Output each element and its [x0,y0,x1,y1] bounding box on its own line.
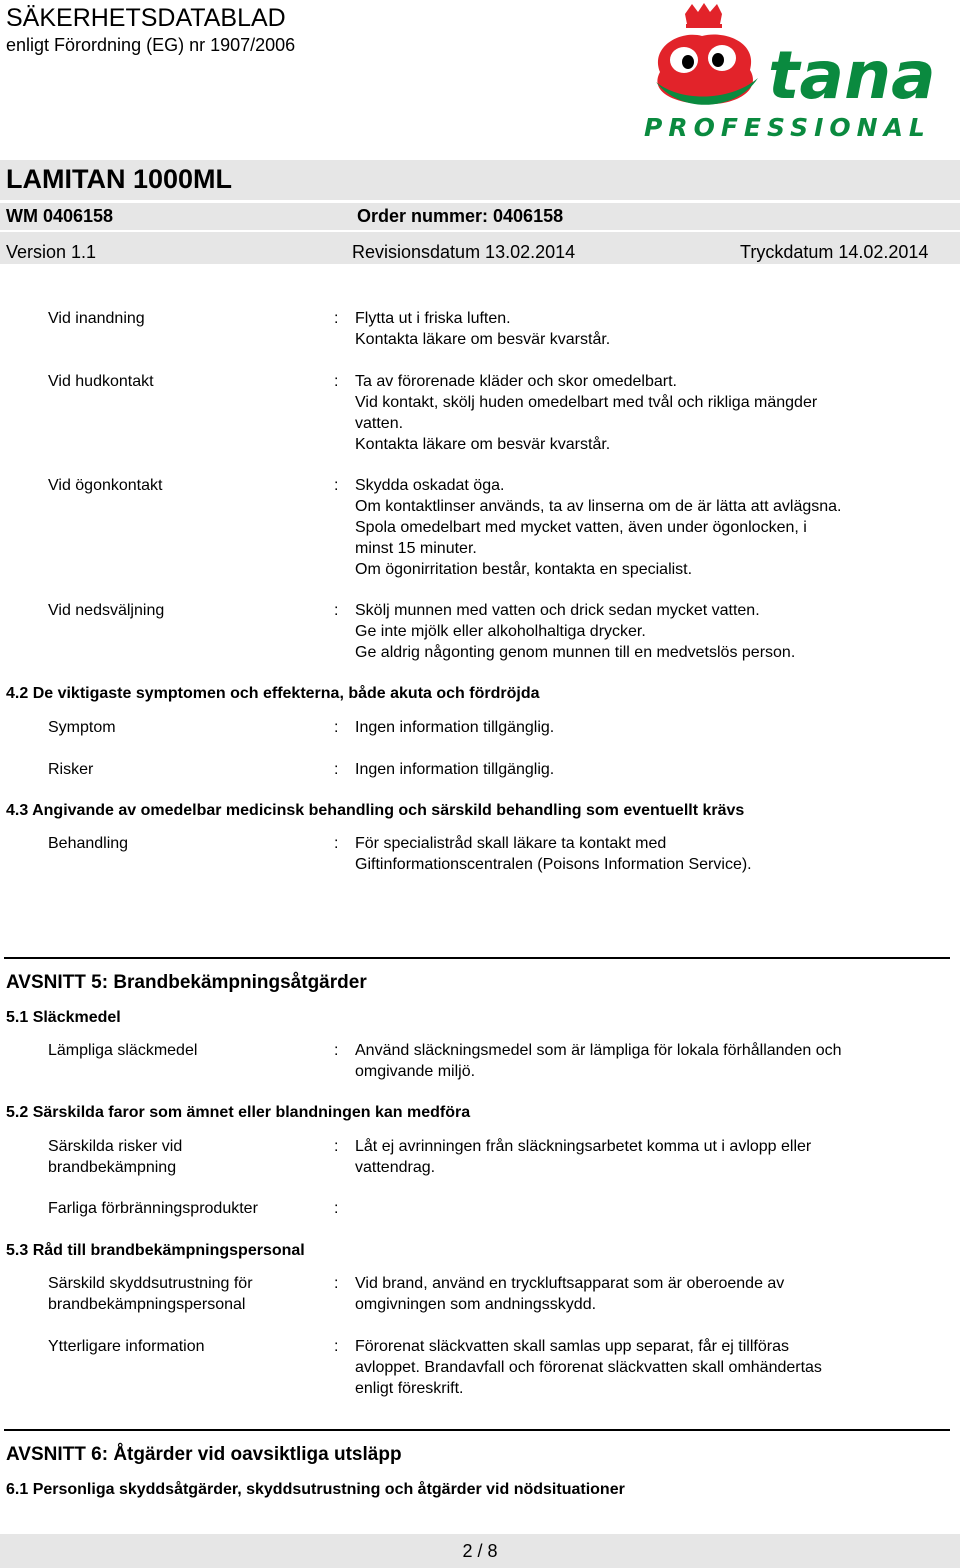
value-line: Låt ej avrinningen från släckningsarbetet komma ut i avlopp eller [355,1138,812,1155]
combustion-products-label: Farliga förbränningsprodukter [48,1200,258,1217]
value-line: minst 15 minuter. [355,540,477,557]
document-subtitle: enligt Förordning (EG) nr 1907/2006 [6,35,296,55]
row-value [355,371,945,455]
row-colon: : [334,1138,339,1155]
row-label: Vid ögonkontakt [48,477,163,494]
additional-info-label: Ytterligare information [48,1338,205,1355]
row-colon: : [334,602,339,619]
product-name: LAMITAN 1000ML [6,164,233,194]
section-divider [4,1429,950,1431]
subsection-heading-5-1: 5.1 Släckmedel [6,1009,121,1026]
value-line: omgivande miljö. [355,1063,476,1080]
extinguishing-value [355,1040,945,1082]
subsection-heading-4-3: 4.3 Angivande av omedelbar medicinsk behandling och särskild behandling som eventuellt krävs [6,802,745,819]
row-colon: : [334,1042,339,1059]
label-line: brandbekämpning [48,1159,177,1176]
subsection-heading-6-1: 6.1 Personliga skyddsåtgärder, skyddsutrustning och åtgärder vid nödsituationer [6,1481,625,1498]
value-line: avloppet. Brandavfall och förorenat släckvatten skall omhändertas [355,1359,822,1376]
print-date: Tryckdatum 14.02.2014 [740,242,929,262]
value-line: vatten. [355,415,404,432]
value-line: omgivningen som andningsskydd. [355,1296,597,1313]
value-line: Ge aldrig någonting genom munnen till en medvetslös person. [355,644,796,661]
special-risks-label [48,1136,182,1178]
row-colon: : [334,373,339,390]
subsection-heading-4-2: 4.2 De viktigaste symptomen och effekterna, både akuta och fördröjda [6,685,540,702]
frog-icon [656,34,758,104]
wm-number: WM 0406158 [6,206,114,226]
row-colon: : [334,1200,339,1217]
row-colon: : [334,719,339,736]
value-line: Flytta ut i friska luften. [355,310,511,327]
label-line: brandbekämpningspersonal [48,1296,246,1313]
value-line: Giftinformationscentralen (Poisons Information Service). [355,856,752,873]
crown-icon [685,3,722,28]
value-line: Om ögonirritation består, kontakta en specialist. [355,561,693,578]
logo-wordmark: tana [768,37,936,114]
value-line: enligt föreskrift. [355,1380,464,1397]
symptom-label: Symptom [48,719,116,736]
section-divider [4,957,950,959]
page-number: 2 / 8 [462,1541,498,1561]
label-line: Särskilda risker vid [48,1138,183,1155]
row-colon: : [334,835,339,852]
risks-value: Ingen information tillgänglig. [355,761,555,778]
section-title-5: AVSNITT 5: Brandbekämpningsåtgärder [6,972,367,993]
value-line: Ge inte mjölk eller alkoholhaltiga drycker. [355,623,646,640]
row-label: Vid inandning [48,310,145,327]
subsection-heading-5-3: 5.3 Råd till brandbekämpningspersonal [6,1242,305,1259]
version: Version 1.1 [6,242,97,262]
protective-equipment-label [48,1273,253,1315]
row-value [355,475,945,580]
protective-equipment-value [355,1273,945,1315]
section-title-6: AVSNITT 6: Åtgärder vid oavsiktliga utsläpp [6,1444,402,1465]
value-line: För specialistråd skall läkare ta kontakt med [355,835,667,852]
treatment-value [355,833,945,875]
value-line: Spola omedelbart med mycket vatten, även under ögonlocken, i [355,519,807,536]
value-line: Använd släckningsmedel som är lämpliga för lokala förhållanden och [355,1042,842,1059]
value-line: vattendrag. [355,1159,436,1176]
symptom-value: Ingen information tillgänglig. [355,719,555,736]
row-colon: : [334,761,339,778]
additional-info-value [355,1336,945,1399]
treatment-label: Behandling [48,835,129,852]
tana-professional-logo [640,2,946,142]
row-colon: : [334,310,339,327]
value-line: Om kontaktlinser används, ta av linserna om de är lätta att avlägsna. [355,498,842,515]
label-line: Särskild skyddsutrustning för [48,1275,253,1292]
order-number: Order nummer: 0406158 [357,206,564,226]
row-label: Vid hudkontakt [48,373,154,390]
row-label: Vid nedsväljning [48,602,165,619]
row-colon: : [334,1338,339,1355]
logo-subtext: PROFESSIONAL [644,113,931,142]
document-title: SÄKERHETSDATABLAD [6,4,286,32]
value-line: Kontakta läkare om besvär kvarstår. [355,436,611,453]
row-value [355,308,945,350]
value-line: Förorenat släckvatten skall samlas upp separat, får ej tillföras [355,1338,789,1355]
extinguishing-label: Lämpliga släckmedel [48,1042,198,1059]
subsection-heading-5-2: 5.2 Särskilda faror som ämnet eller blandningen kan medföra [6,1104,471,1121]
revision-date: Revisionsdatum 13.02.2014 [352,242,576,262]
value-line: Vid kontakt, skölj huden omedelbart med tvål och rikliga mängder [355,394,818,411]
value-line: Vid brand, använd en tryckluftsapparat som är oberoende av [355,1275,785,1292]
row-colon: : [334,477,339,494]
value-line: Ta av förorenade kläder och skor omedelbart. [355,373,677,390]
row-value [355,600,945,663]
value-line: Skölj munnen med vatten och drick sedan mycket vatten. [355,602,760,619]
row-colon: : [334,1275,339,1292]
value-line: Kontakta läkare om besvär kvarstår. [355,331,611,348]
special-risks-value [355,1136,945,1178]
value-line: Skydda oskadat öga. [355,477,505,494]
risks-label: Risker [48,761,94,778]
